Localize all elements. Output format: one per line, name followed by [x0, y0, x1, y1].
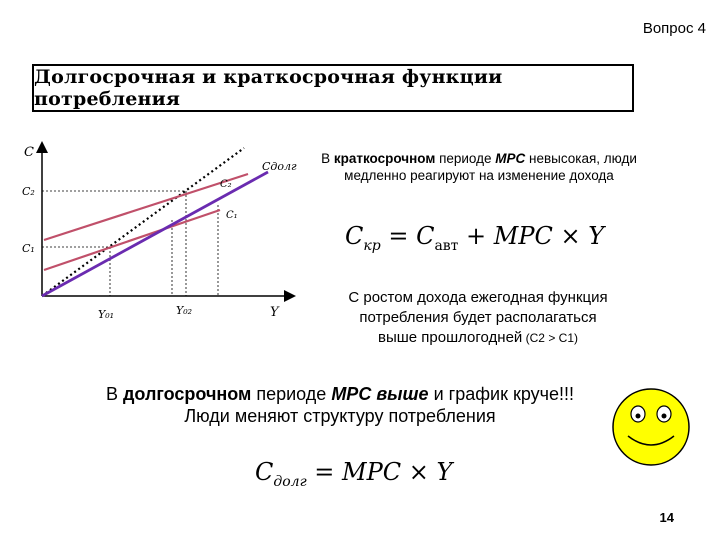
- tick-c2: C₂: [22, 185, 35, 198]
- short-run-description: В краткосрочном периоде МРС невысокая, люди медленно реагируют на изменение дохода: [321, 151, 637, 183]
- dotted-line: [42, 148, 244, 296]
- long-run-description: В долгосрочном периоде MPC выше и график круче!!! Люди меняют структуру потребления: [105, 384, 575, 426]
- short-run-c1: [44, 210, 220, 270]
- smiley-icon: [610, 386, 692, 468]
- y-axis-label: C: [24, 145, 34, 160]
- question-label: Вопрос 4: [642, 20, 706, 37]
- tick-c1: C₁: [22, 242, 35, 255]
- label-c-long: Cдолг: [262, 160, 297, 173]
- page-number: 14: [659, 510, 674, 525]
- slide-title: Долгосрочная и краткосрочная функции потребления: [34, 66, 503, 110]
- tick-y02: Y₀₂: [176, 304, 193, 317]
- short-run-formula: $C_{кр} = C_{авт}$ + MPC × Y: [345, 222, 605, 254]
- tick-y01: Y₀₁: [98, 308, 115, 321]
- short-run-c2: [44, 174, 248, 240]
- long-run-formula: $C_{долг}$ = MPC × Y: [255, 458, 453, 490]
- label-c1: C₁: [226, 210, 238, 221]
- label-c2: C₂: [220, 179, 232, 190]
- income-growth-text: С ростом дохода ежегодная функция потребления будет располагаться выше прошлогодней (C2 > C1): [348, 289, 608, 346]
- x-axis-label: Y: [270, 305, 279, 320]
